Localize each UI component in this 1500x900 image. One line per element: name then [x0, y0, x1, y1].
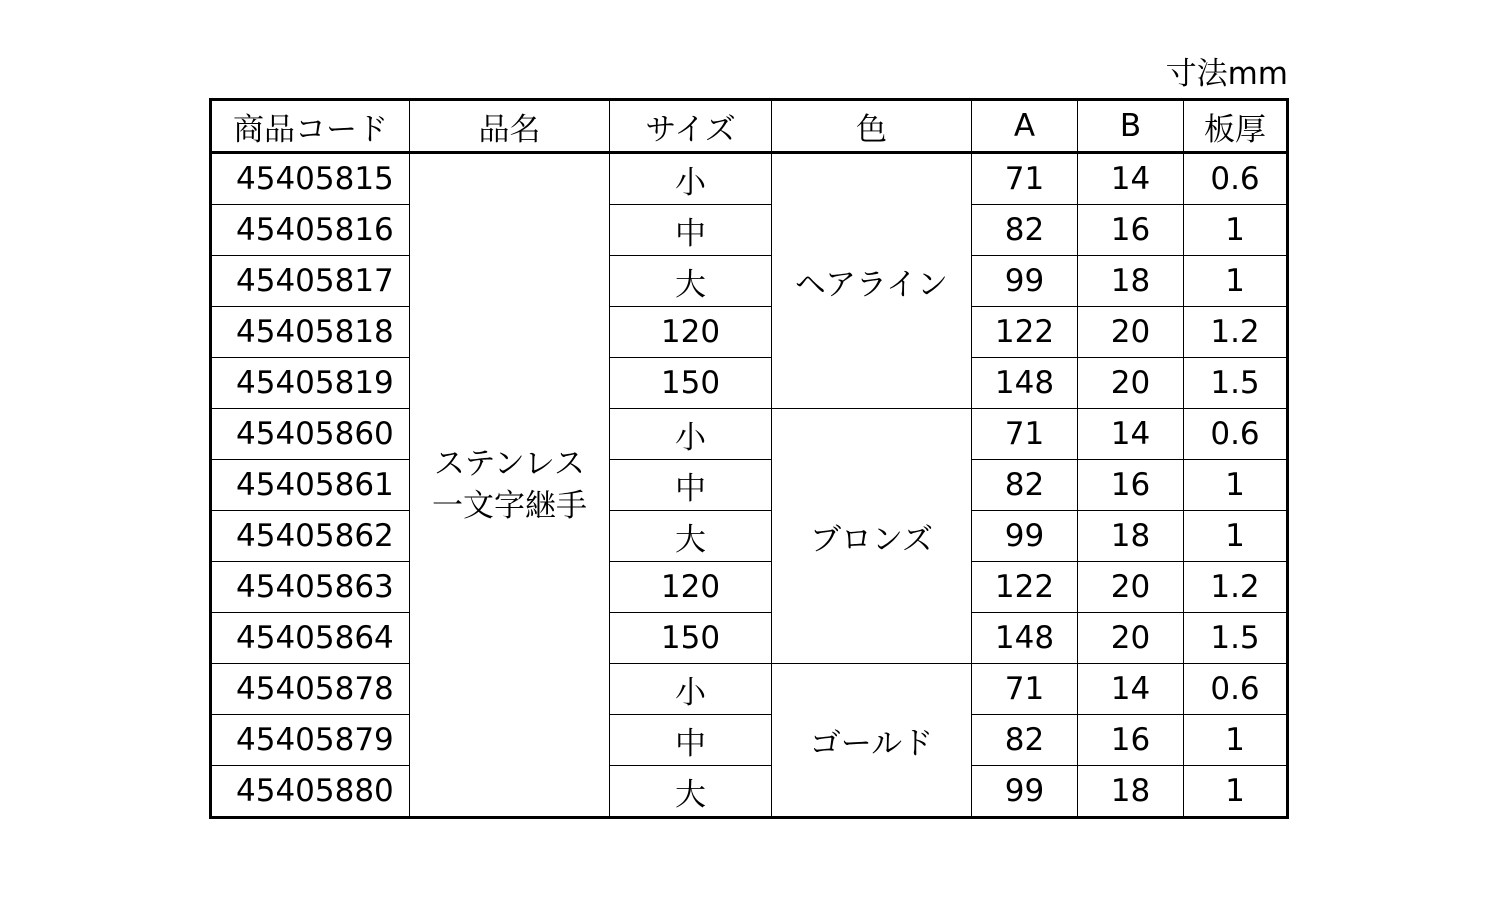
code-cell: 45405818 — [211, 307, 410, 358]
a-cell: 71 — [972, 409, 1078, 460]
color-cell-bronze: ブロンズ — [772, 409, 972, 664]
size-cell: 120 — [610, 307, 772, 358]
a-cell: 82 — [972, 460, 1078, 511]
table-row — [211, 613, 1288, 664]
header-b: B — [1078, 100, 1184, 153]
code-cell: 45405815 — [211, 153, 410, 205]
header-size: サイズ — [610, 100, 772, 153]
thickness-cell: 1 — [1184, 460, 1288, 511]
size-cell: 大 — [610, 511, 772, 562]
table-row — [211, 715, 1288, 766]
size-cell: 小 — [610, 664, 772, 715]
a-cell: 82 — [972, 205, 1078, 256]
size-cell: 小 — [610, 153, 772, 205]
table-row — [211, 409, 1288, 460]
a-cell: 82 — [972, 715, 1078, 766]
code-cell: 45405879 — [211, 715, 410, 766]
b-cell: 16 — [1078, 205, 1184, 256]
table-row — [211, 358, 1288, 409]
thickness-cell: 1.5 — [1184, 613, 1288, 664]
code-cell: 45405860 — [211, 409, 410, 460]
code-cell: 45405817 — [211, 256, 410, 307]
thickness-cell: 1 — [1184, 256, 1288, 307]
a-cell: 99 — [972, 511, 1078, 562]
code-cell: 45405880 — [211, 766, 410, 818]
table-row — [211, 562, 1288, 613]
thickness-cell: 1 — [1184, 205, 1288, 256]
code-cell: 45405816 — [211, 205, 410, 256]
code-cell: 45405878 — [211, 664, 410, 715]
code-cell: 45405819 — [211, 358, 410, 409]
table-row — [211, 766, 1288, 818]
product-name-cell — [410, 153, 610, 818]
size-cell: 大 — [610, 766, 772, 818]
table-row — [211, 205, 1288, 256]
color-cell-hairline: ヘアライン — [772, 153, 972, 409]
size-cell: 120 — [610, 562, 772, 613]
size-cell: 150 — [610, 358, 772, 409]
header-a: A — [972, 100, 1078, 153]
header-code: 商品コード — [211, 100, 410, 153]
b-cell: 18 — [1078, 256, 1184, 307]
code-cell: 45405861 — [211, 460, 410, 511]
size-cell: 150 — [610, 613, 772, 664]
thickness-cell: 1 — [1184, 766, 1288, 818]
header-name: 品名 — [410, 100, 610, 153]
code-cell: 45405864 — [211, 613, 410, 664]
table-row — [211, 511, 1288, 562]
b-cell: 14 — [1078, 664, 1184, 715]
size-cell: 小 — [610, 409, 772, 460]
a-cell: 122 — [972, 562, 1078, 613]
b-cell: 20 — [1078, 358, 1184, 409]
a-cell: 99 — [972, 766, 1078, 818]
size-cell: 大 — [610, 256, 772, 307]
code-cell: 45405863 — [211, 562, 410, 613]
header-color: 色 — [772, 100, 972, 153]
b-cell: 16 — [1078, 460, 1184, 511]
product-name-line2: 一文字継手 — [432, 488, 587, 524]
header-thickness: 板厚 — [1184, 100, 1288, 153]
a-cell: 71 — [972, 664, 1078, 715]
b-cell: 18 — [1078, 511, 1184, 562]
thickness-cell: 1.2 — [1184, 307, 1288, 358]
code-cell: 45405862 — [211, 511, 410, 562]
b-cell: 20 — [1078, 562, 1184, 613]
thickness-cell: 0.6 — [1184, 664, 1288, 715]
unit-label: 寸法mm — [1165, 56, 1288, 92]
table-row — [211, 664, 1288, 715]
thickness-cell: 0.6 — [1184, 153, 1288, 205]
b-cell: 20 — [1078, 613, 1184, 664]
a-cell: 99 — [972, 256, 1078, 307]
thickness-cell: 1 — [1184, 715, 1288, 766]
spec-table — [209, 98, 1289, 819]
thickness-cell: 1.5 — [1184, 358, 1288, 409]
size-cell: 中 — [610, 205, 772, 256]
b-cell: 14 — [1078, 153, 1184, 205]
product-name-line1: ステンレス — [433, 446, 586, 482]
table-row — [211, 460, 1288, 511]
b-cell: 14 — [1078, 409, 1184, 460]
thickness-cell: 1 — [1184, 511, 1288, 562]
table-row — [211, 153, 1288, 205]
b-cell: 18 — [1078, 766, 1184, 818]
b-cell: 20 — [1078, 307, 1184, 358]
size-cell: 中 — [610, 460, 772, 511]
b-cell: 16 — [1078, 715, 1184, 766]
a-cell: 148 — [972, 613, 1078, 664]
header-row — [211, 100, 1288, 153]
a-cell: 122 — [972, 307, 1078, 358]
thickness-cell: 0.6 — [1184, 409, 1288, 460]
table-row — [211, 256, 1288, 307]
color-cell-gold: ゴールド — [772, 664, 972, 818]
a-cell: 148 — [972, 358, 1078, 409]
thickness-cell: 1.2 — [1184, 562, 1288, 613]
a-cell: 71 — [972, 153, 1078, 205]
table-row — [211, 307, 1288, 358]
size-cell: 中 — [610, 715, 772, 766]
